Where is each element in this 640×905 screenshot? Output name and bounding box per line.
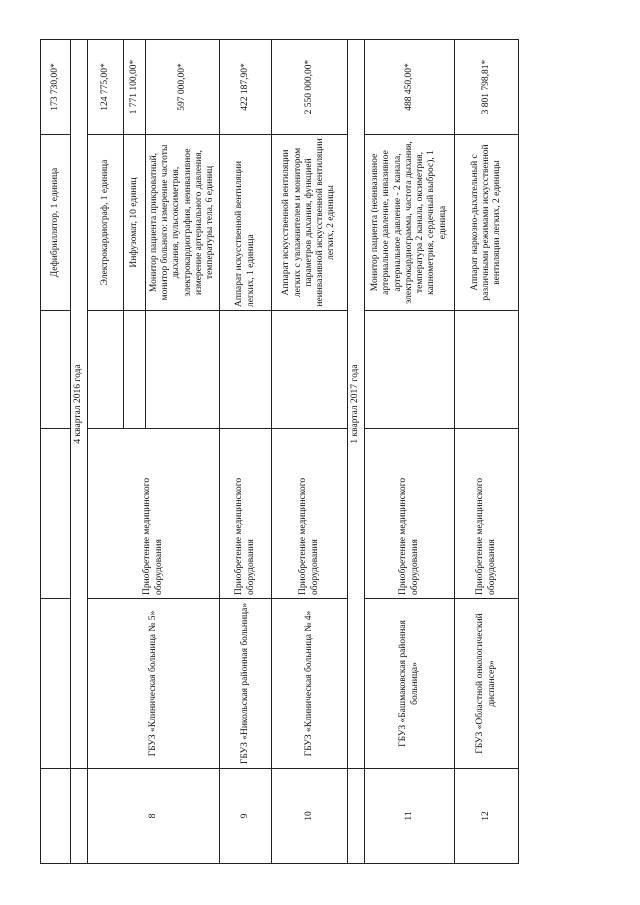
empty-cell [124, 311, 146, 429]
table-row [365, 40, 455, 864]
action-cell: Приобретение медицинского оборудования [272, 429, 348, 599]
equipment-cell: Аппарат наркозно-дыхательный с различными режимами искусственной вентиляции легких, 2 единицы [455, 135, 519, 311]
action-cell: Приобретение медицинского оборудования [365, 429, 455, 599]
equipment-table [40, 39, 519, 864]
price-cell: 173 730,00* [41, 40, 71, 135]
quarter-label: 1 квартал 2017 года [348, 40, 365, 769]
price-cell: 3 801 798,81* [455, 40, 519, 135]
empty-cell [220, 311, 272, 429]
organization-cell: ГБУЗ «Башмаковская районная больница» [365, 599, 455, 769]
price-cell: 1 771 100,00* [124, 40, 146, 135]
price-cell: 2 550 000,00* [272, 40, 348, 135]
equipment-cell: Дефибриллятор, 1 единица [41, 135, 71, 311]
row-number: 10 [272, 769, 348, 864]
equipment-cell: Аппарат искусственной вентиляции легких с увлажнителем и монитором параметров дыхания, функцией неинвазивной искусственной вентиляции легких, 2 единицы [272, 135, 348, 311]
organization-cell: ГБУЗ «Никольская районная больница» [220, 599, 272, 769]
empty-cell [455, 311, 519, 429]
organization-cell: ГБУЗ «Клиническая больница № 5» [88, 599, 220, 769]
empty-cell [71, 769, 88, 864]
row-number: 11 [365, 769, 455, 864]
empty-cell [272, 311, 348, 429]
table-row [455, 40, 519, 864]
price-cell: 597 000,00* [146, 40, 220, 135]
row-number: 12 [455, 769, 519, 864]
equipment-cell: Электрокардиограф, 1 единица [88, 135, 124, 311]
rotated-page [40, 40, 503, 864]
quarter-label: 4 квартал 2016 года [71, 40, 88, 769]
empty-cell [146, 311, 220, 429]
action-cell: Приобретение медицинского оборудования [88, 429, 220, 599]
row-number: 8 [88, 769, 220, 864]
organization-cell [41, 599, 71, 769]
equipment-cell: Монитор пациента (неинвазивное артериальное давление, инвазивное артериальное давление - 2 канала, электрокардиограмма, частота дыхания, температура 2 канала, оксиметрия, капнометрия, сердечный выброс), 1 единица [365, 135, 455, 311]
empty-cell [88, 311, 124, 429]
price-cell: 488 450,00* [365, 40, 455, 135]
quarter-row [71, 40, 88, 864]
action-cell [41, 429, 71, 599]
row-number [41, 769, 71, 864]
empty-cell [348, 769, 365, 864]
equipment-cell: Монитор пациента прикроватный, монитор больного: измерение частоты дыхания, пульсоксиметрия, электрокардиография, неинвазивное измерение артериального давления, температуры тела, 6 единиц [146, 135, 220, 311]
table-row [272, 40, 348, 864]
row-number: 9 [220, 769, 272, 864]
table-row [41, 40, 71, 864]
action-cell: Приобретение медицинского оборудования [220, 429, 272, 599]
price-cell: 124 775,00* [88, 40, 124, 135]
table-row [88, 40, 124, 864]
equipment-cell: Инфузомат, 10 единиц [124, 135, 146, 311]
table-row [220, 40, 272, 864]
empty-cell [41, 311, 71, 429]
empty-cell [365, 311, 455, 429]
equipment-cell: Аппарат искусственной вентиляции легких, 1 единица [220, 135, 272, 311]
organization-cell: ГБУЗ «Областной онкологический диспансер» [455, 599, 519, 769]
organization-cell: ГБУЗ «Клиническая больница № 4» [272, 599, 348, 769]
price-cell: 422 187,90* [220, 40, 272, 135]
quarter-row [348, 40, 365, 864]
action-cell: Приобретение медицинского оборудования [455, 429, 519, 599]
